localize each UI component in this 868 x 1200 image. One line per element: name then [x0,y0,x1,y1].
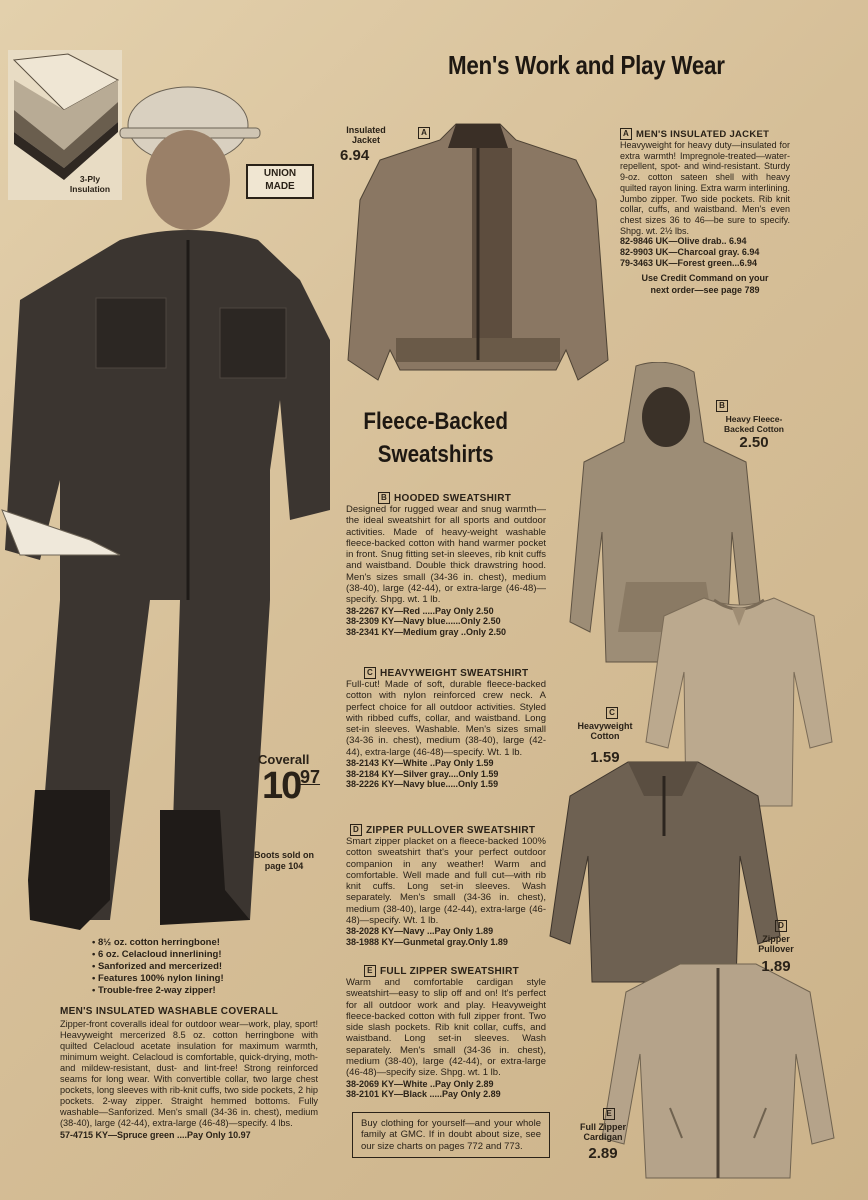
label-zipper-pullover-letter: D [775,920,787,932]
zipper-pullover-letter: D [350,824,362,836]
jacket-copy [620,128,790,296]
feature-item: • Sanforized and mercerized! [92,961,292,973]
full-zipper-heading [346,965,546,977]
label-heavyweight-price: 1.59 [590,749,620,766]
zipper-pullover-sku-2: 38-1988 KY—Gunmetal gray.Only 1.89 [346,936,508,947]
label-full-zipper-price: 2.89 [588,1145,618,1162]
zipper-pullover-heading-text: ZIPPER PULLOVER SWEATSHIRT [366,825,536,836]
full-zipper-description: Warm and comfortable cardigan style sweatshirt—easy to slip off and on! It's perfect for all outdoor work and play. Heavyweight fleece-backed cotton with full zipper front. Two side slash pockets. Rib knit collar, cuffs, and waistband. Long set-in sleeves. Wash separately. Men's small (34-36 in. chest), medium (38-40), large (42-44), or extra-large (46-48)—specify size. Shpg. wt. 1 lb. [346,977,546,1079]
coverall-price-cents: 97 [300,767,321,787]
label-full-zipper-name: Full Zipper Cardigan [580,1122,626,1142]
page-title: Men's Work and Play Wear [448,50,725,80]
feature-item: • Trouble-free 2-way zipper! [92,985,292,997]
coverall-price-tag [258,752,328,811]
jacket-label-letter: A [418,127,430,139]
full-zipper-sku-2: 38-2101 KY—Black .....Pay Only 2.89 [346,1089,501,1100]
jacket-letter: A [620,128,632,140]
label-heavyweight-name: Heavyweight Cotton [577,721,633,741]
feature-item: • Features 100% nylon lining! [92,973,292,985]
heavyweight-copy [346,667,546,790]
jacket-description: Heavyweight for heavy duty—insulated for extra warmth! Impregnole-treated—water-repellent, spot- and wind-resistant. Sturdy 9-oz. cotton sateen shell with heavy quilted rayon lining. Extra warm interlining. Jumbo zipper. Two side pockets. Rib knit collar, cuffs, and waistband. Men's even chest sizes 36 to 46—be sure to specify. Shpg. wt. 2½ lbs. [620,140,790,236]
jacket-sku-2: 82-9903 UK—Charcoal gray. 6.94 [620,246,760,257]
jacket-heading [620,128,790,140]
gmc-size-chart-note: Buy clothing for yourself—and your whole family at GMC. If in doubt about size, see our size charts on pages 772 and 773. [352,1112,550,1158]
heavyweight-sku-3: 38-2226 KY—Navy blue.....Only 1.59 [346,779,499,790]
union-made-badge: UNION MADE [246,164,314,199]
zipper-pullover-copy [346,824,546,948]
heavyweight-sku-1: 38-2143 KY—White ..Pay Only 1.59 [346,758,494,769]
label-full-zipper-letter: E [603,1108,615,1120]
hooded-sku-1: 38-2267 KY—Red .....Pay Only 2.50 [346,605,494,616]
full-zipper-copy [346,965,546,1100]
hooded-copy [346,492,546,637]
hooded-sku-3: 38-2341 KY—Medium gray ..Only 2.50 [346,626,507,637]
heavyweight-letter: C [364,667,376,679]
coverall-price-name: Coverall [258,752,310,767]
coverall-copy [60,1006,318,1141]
label-hooded-name: Heavy Fleece- Backed Cotton [724,414,784,434]
label-hooded-letter: B [716,400,728,412]
hooded-sku-2: 38-2309 KY—Navy blue......Only 2.50 [346,616,501,627]
feature-item: • 8½ oz. cotton herringbone! [92,937,292,949]
coverall-sku: 57-4715 KY—Spruce green ....Pay Only 10.97 [60,1130,251,1140]
insulation-label: 3-Ply Insulation [69,174,111,194]
hooded-heading-text: HOODED SWEATSHIRT [394,493,512,504]
full-zipper-sku-1: 38-2069 KY—White ..Pay Only 2.89 [346,1078,494,1089]
heavyweight-heading-text: HEAVYWEIGHT SWEATSHIRT [380,668,529,679]
label-zipper-pullover [748,916,804,975]
label-zipper-pullover-name: Zipper Pullover [758,934,794,954]
fleece-section-title: Fleece-Backed Sweatshirts [363,408,508,468]
hooded-heading [346,492,546,504]
boots-note: Boots sold on page 104 [254,850,314,872]
insulated-jacket-photo [346,120,610,388]
jacket-label-price: 6.94 [340,147,370,164]
heavyweight-description: Full-cut! Made of soft, durable fleece-backed cotton with nylon reinforced crew neck. A perfect choice for all outdoor activities. Styled with ribbed cuffs, collar, and waistband. Long set-in sleeves. Washable. Men's sizes small (34-36 in. chest), medium (38-40), large (42-44), extra-large (46-48)—specify. Wt. 1 lb. [346,679,546,758]
label-heavyweight-letter: C [606,707,618,719]
credit-command-note: Use Credit Command on your next order—see page 789 [641,273,769,295]
coverall-description: Zipper-front coveralls ideal for outdoor wear—work, play, sport! Heavyweight mercerized 8.5 oz. cotton herringbone with quilted Celacloud acetate insulation for maximum warmth, minimum weight. Celacloud is comfortable, quick-drying, moth- and mildew-resistant, dust- and lint-free! Strong reinforced seams for long wear. With convertible collar, two large chest pockets, long sleeves with rib-knit cuffs, two side pockets, 2 hip pockets. 2-way zipper. Straight hemmed bottoms. Fully washable—Sanforized. Men's small (34-36 in. chest), medium (38-40), large (42-44), extra-large (46-48)—specify. 4 lbs. [60,1019,318,1128]
zipper-pullover-photo [548,756,782,986]
jacket-label-name: Insulated Jacket [346,125,386,145]
label-hooded-price: 2.50 [739,434,769,451]
label-heavyweight [572,703,638,766]
label-zipper-pullover-price: 1.89 [761,958,791,975]
coverall-heading: MEN'S INSULATED WASHABLE COVERALL [60,1006,279,1017]
full-zipper-letter: E [364,965,376,977]
coverall-price-dollars: 10 [262,765,301,807]
feature-item: • 6 oz. Celacloud innerlining! [92,949,292,961]
label-hooded [712,396,796,451]
hooded-letter: B [378,492,390,504]
zipper-pullover-description: Smart zipper placket on a fleece-backed 100% cotton sweatshirt that's your perfect outdoor companion in any weather! Warm and comfortable. Well made and full cut—with rib knit cuffs. Long set-in sleeves. Wash separately. Men's small (34-36 in. chest), medium (38-40), large (42-44), extra-large (46-48)—specify. Wt. 1 lb. [346,836,546,927]
full-zipper-cardigan-photo [600,958,836,1182]
heavyweight-heading [346,667,546,679]
zipper-pullover-heading [346,824,546,836]
label-full-zipper [572,1104,634,1162]
coverall-features [92,937,292,997]
jacket-sku-1: 82-9846 UK—Olive drab.. 6.94 [620,236,747,247]
jacket-heading-text: MEN'S INSULATED JACKET [636,129,770,140]
jacket-sku-3: 79-3463 UK—Forest green...6.94 [620,257,758,268]
zipper-pullover-sku-1: 38-2028 KY—Navy ...Pay Only 1.89 [346,926,494,937]
heavyweight-sku-2: 38-2184 KY—Silver gray....Only 1.59 [346,768,499,779]
hooded-description: Designed for rugged wear and snug warmth—the ideal sweatshirt for all sports and outdoor activities. Made of heavy-weight washable fleece-backed cotton with hand warmer pocket in front. Snug fitting set-in sleeves, rib knit cuffs and waistband. Double thick drawstring hood. Men's sizes small (34-36 in. chest), medium (38-40), large (42-44), or extra-large (46-48)—specify. Shpg. wt. 1 lb. [346,504,546,606]
full-zipper-heading-text: FULL ZIPPER SWEATSHIRT [380,966,520,977]
